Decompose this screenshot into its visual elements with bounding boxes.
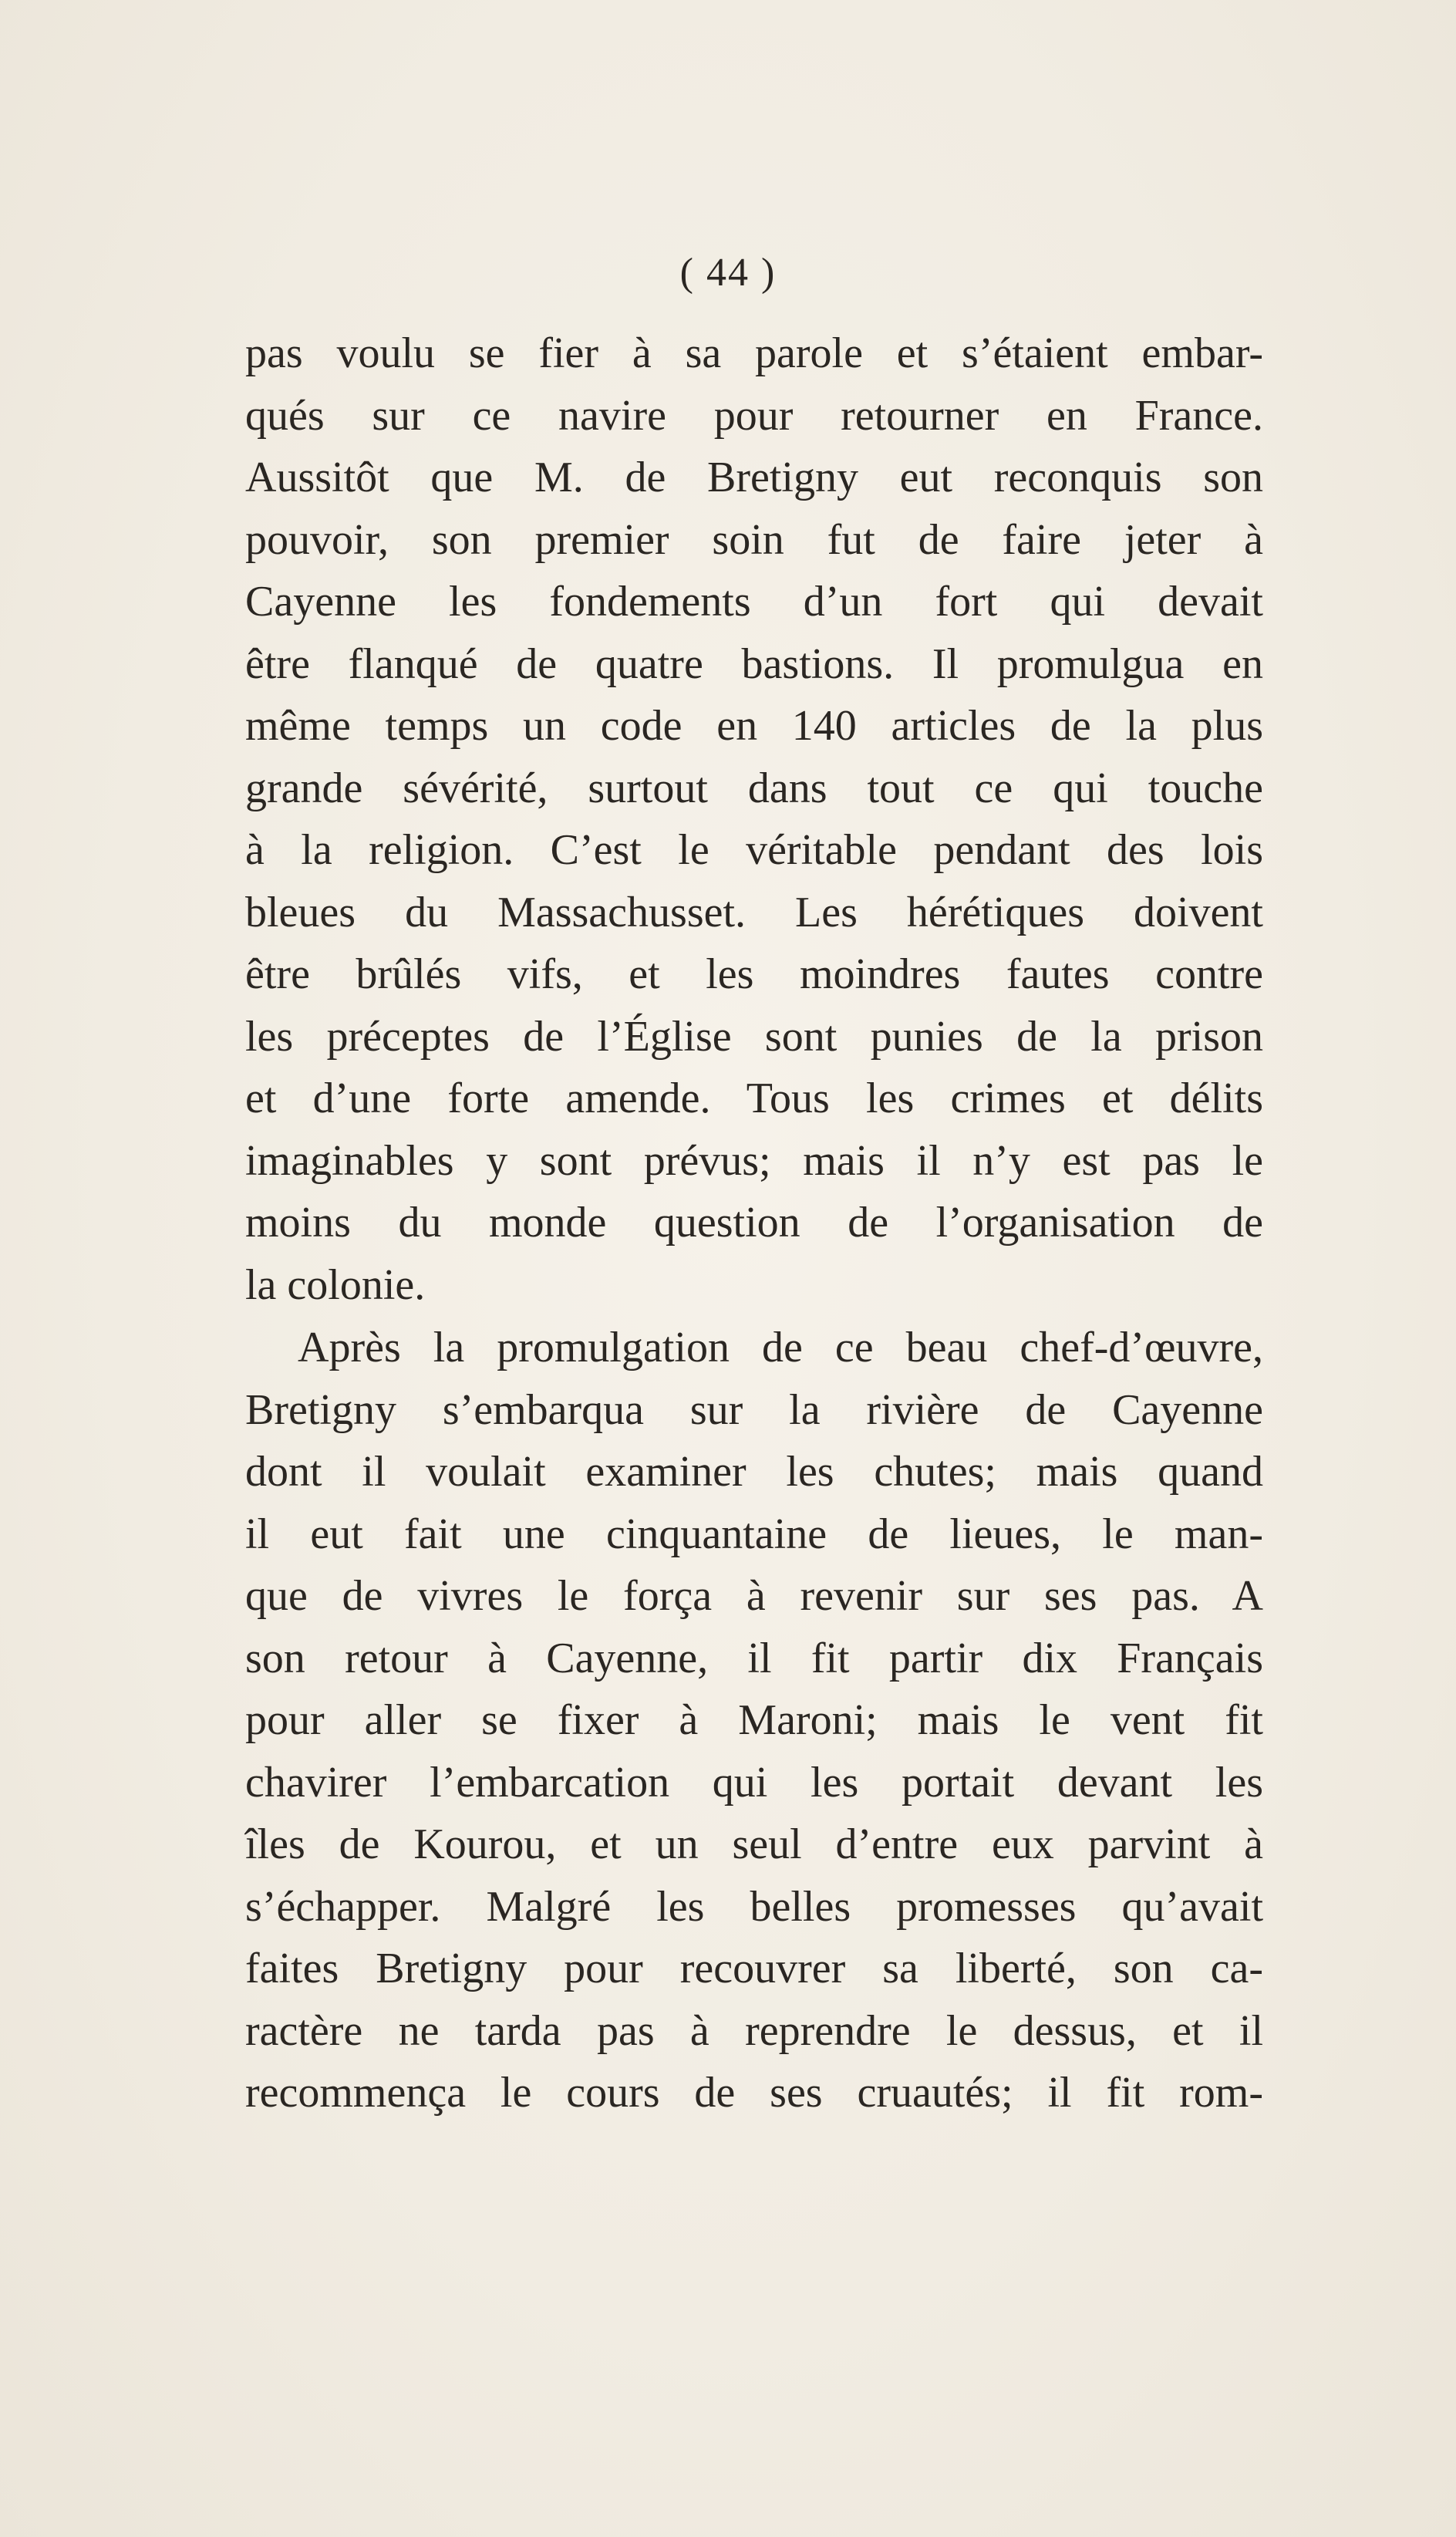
paragraph-2: [245, 1317, 1263, 2124]
page-number: ( 44 ): [679, 251, 777, 295]
text-line: ractère ne tarda pas à reprendre le dessus, et il: [245, 2006, 1263, 2055]
text-line: être flanqué de quatre bastions. Il promulgua en: [245, 639, 1263, 688]
text-line: chavirer l’embarcation qui les portait devant les: [245, 1758, 1263, 1807]
text-line: pouvoir, son premier soin fut de faire jeter à: [245, 515, 1263, 564]
text-line: pas voulu se fier à sa parole et s’étaient embar-: [245, 329, 1263, 377]
text-line: faites Bretigny pour recouvrer sa liberté, son ca-: [245, 1945, 1263, 1992]
text-line: îles de Kourou, et un seul d’entre eux parvint à: [245, 1820, 1263, 1868]
text-line: à la religion. C’est le véritable pendant des lois: [245, 826, 1263, 874]
text-line: et d’une forte amende. Tous les crimes et délits: [245, 1075, 1263, 1122]
text-line: imaginables y sont prévus; mais il n’y est pas le: [245, 1136, 1263, 1185]
text-line: recommença le cours de ses cruautés; il fit rom-: [245, 2069, 1263, 2117]
paragraph-1: [245, 322, 1263, 1316]
text-line: bleues du Massachusset. Les hérétiques doivent: [245, 888, 1263, 936]
text-line: être brûlés vifs, et les moindres fautes contre: [245, 950, 1263, 998]
text-line: s’échapper. Malgré les belles promesses qu’avait: [245, 1882, 1263, 1931]
text-line: Cayenne les fondements d’un fort qui devait: [245, 578, 1263, 626]
text-line: grande sévérité, surtout dans tout ce qui touche: [245, 764, 1263, 812]
text-line: Bretigny s’embarqua sur la rivière de Cayenne: [245, 1385, 1263, 1434]
text-line: qués sur ce navire pour retourner en France.: [245, 391, 1263, 440]
text-line: il eut fait une cinquantaine de lieues, le man-: [245, 1510, 1263, 1558]
text-line: même temps un code en 140 articles de la plus: [245, 702, 1263, 750]
text-line: dont il voulait examiner les chutes; mais quand: [245, 1448, 1263, 1496]
text-line: pour aller se fixer à Maroni; mais le vent fit: [245, 1696, 1263, 1744]
text-line: Après la promulgation de ce beau chef-d’œuvre,: [298, 1324, 1263, 1371]
text-line: les préceptes de l’Église sont punies de la prison: [245, 1012, 1263, 1061]
text-line: que de vivres le força à revenir sur ses pas. A: [245, 1572, 1263, 1620]
text-line: la colonie.: [245, 1260, 426, 1309]
text-line: Aussitôt que M. de Bretigny eut reconquis son: [245, 454, 1263, 501]
text-line: son retour à Cayenne, il fit partir dix Français: [245, 1634, 1263, 1682]
text-line: moins du monde question de l’organisation de: [245, 1199, 1263, 1247]
